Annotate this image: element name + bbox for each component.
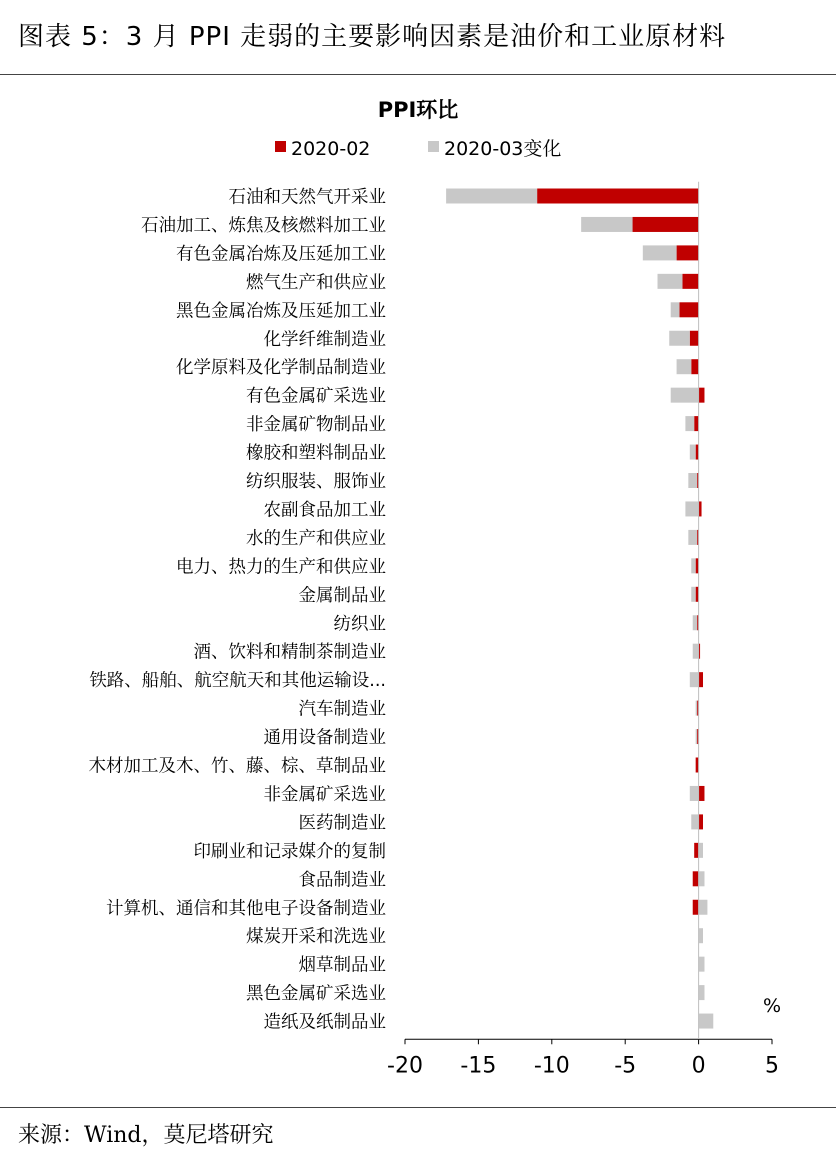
bar-2020-03-change xyxy=(688,530,697,545)
category-label: 计算机、通信和其他电子设备制造业 xyxy=(106,898,386,919)
category-label: 烟草制品业 xyxy=(298,955,386,976)
bar-2020-02 xyxy=(693,900,699,915)
bottom-divider xyxy=(0,1107,836,1108)
ppi-bar-chart xyxy=(0,80,836,1102)
category-label: 石油和天然气开采业 xyxy=(228,187,386,208)
category-label: 纺织业 xyxy=(333,614,386,635)
category-label: 有色金属冶炼及压延加工业 xyxy=(176,244,386,265)
category-label: 非金属矿采选业 xyxy=(263,784,386,805)
bar-2020-03-change xyxy=(699,957,705,972)
bar-2020-02 xyxy=(682,274,698,289)
legend-label-1: 2020-02 xyxy=(291,138,371,160)
category-label: 农副食品加工业 xyxy=(263,500,386,521)
bar-2020-03-change xyxy=(690,672,699,687)
category-label: 黑色金属冶炼及压延加工业 xyxy=(176,301,386,322)
category-label: 水的生产和供应业 xyxy=(246,528,386,549)
category-label: 通用设备制造业 xyxy=(263,728,386,749)
x-tick-label: 0 xyxy=(691,1053,706,1079)
category-label: 印刷业和记录媒介的复制 xyxy=(193,841,386,862)
bar-2020-03-change xyxy=(669,331,690,346)
bar-2020-03-change xyxy=(691,814,698,829)
bar-2020-03-change xyxy=(696,701,697,716)
category-label: 木材加工及木、竹、藤、棕、草制品业 xyxy=(88,756,386,777)
category-label: 化学纤维制造业 xyxy=(263,329,386,350)
category-label: 煤炭开采和洗选业 xyxy=(246,927,386,948)
bar-2020-02 xyxy=(699,786,705,801)
x-tick-label: -20 xyxy=(387,1053,423,1079)
bar-2020-03-change xyxy=(581,217,632,232)
category-label: 汽车制造业 xyxy=(298,699,386,720)
x-tick-label: 5 xyxy=(765,1053,779,1079)
bar-2020-03-change xyxy=(671,302,680,317)
category-label: 电力、热力的生产和供应业 xyxy=(176,557,386,578)
bar-2020-03-change xyxy=(691,587,695,602)
x-tick-label: -5 xyxy=(614,1053,637,1079)
bar-2020-03-change xyxy=(696,729,697,744)
category-label: 化学原料及化学制品制造业 xyxy=(176,358,386,379)
category-labels xyxy=(89,188,387,1033)
top-divider xyxy=(0,74,836,75)
bar-2020-03-change xyxy=(699,843,703,858)
bar-2020-02 xyxy=(693,871,699,886)
bar-2020-03-change xyxy=(699,1014,714,1029)
bar-2020-02 xyxy=(680,302,699,317)
legend xyxy=(275,138,561,160)
bar-2020-03-change xyxy=(685,501,698,516)
legend-label-2: 2020-03变化 xyxy=(444,138,562,160)
bar-2020-02 xyxy=(694,416,698,431)
x-axis xyxy=(387,182,782,1079)
bar-2020-02 xyxy=(699,672,703,687)
category-label: 非金属矿物制品业 xyxy=(246,415,386,436)
bar-2020-03-change xyxy=(643,245,677,260)
bar-2020-02 xyxy=(691,359,698,374)
bar-2020-03-change xyxy=(699,985,705,1000)
bar-2020-03-change xyxy=(699,900,708,915)
category-label: 食品制造业 xyxy=(298,870,386,891)
bar-2020-03-change xyxy=(699,871,705,886)
header xyxy=(0,0,836,74)
unit-label: % xyxy=(762,995,782,1017)
bar-2020-03-change xyxy=(691,558,695,573)
bar-2020-03-change xyxy=(690,445,696,460)
page-title: 图表 5：3 月 PPI 走弱的主要影响因素是油价和工业原材料 xyxy=(18,22,727,52)
chart-title: PPI环比 xyxy=(377,98,459,122)
legend-swatch-1 xyxy=(275,141,286,152)
bar-2020-03-change xyxy=(657,274,682,289)
bar-2020-02 xyxy=(690,331,699,346)
category-label: 金属制品业 xyxy=(298,585,386,606)
bar-2020-03-change xyxy=(693,644,699,659)
legend-swatch-2 xyxy=(428,141,439,152)
bar-2020-02 xyxy=(699,814,703,829)
bar-2020-02 xyxy=(633,217,699,232)
bar-2020-03-change xyxy=(699,928,703,943)
bar-2020-03-change xyxy=(671,388,699,403)
category-label: 燃气生产和供应业 xyxy=(246,272,386,293)
category-label: 医药制造业 xyxy=(298,813,386,834)
bars xyxy=(446,189,713,1029)
bar-2020-03-change xyxy=(677,359,692,374)
x-tick-label: -10 xyxy=(533,1053,570,1079)
bar-2020-03-change xyxy=(688,473,697,488)
category-label: 酒、饮料和精制茶制造业 xyxy=(193,642,386,663)
bar-2020-03-change xyxy=(446,189,537,204)
bar-2020-03-change xyxy=(693,615,697,630)
category-label: 铁路、船舶、航空航天和其他运输设... xyxy=(89,671,386,692)
bar-2020-03-change xyxy=(690,786,699,801)
source-note: 来源：Wind，莫尼塔研究 xyxy=(18,1123,274,1148)
category-label: 黑色金属矿采选业 xyxy=(246,984,386,1005)
category-label: 橡胶和塑料制品业 xyxy=(246,443,386,464)
category-label: 有色金属矿采选业 xyxy=(246,386,386,407)
x-tick-label: -15 xyxy=(460,1053,497,1079)
category-label: 纺织服装、服饰业 xyxy=(246,472,386,492)
bar-2020-02 xyxy=(537,189,698,204)
bar-2020-02 xyxy=(694,843,698,858)
bar-2020-02 xyxy=(677,245,699,260)
bar-2020-03-change xyxy=(685,416,694,431)
category-label: 石油加工、炼焦及核燃料加工业 xyxy=(141,215,386,236)
bar-2020-02 xyxy=(699,388,705,403)
category-label: 造纸及纸制品业 xyxy=(263,1012,386,1033)
